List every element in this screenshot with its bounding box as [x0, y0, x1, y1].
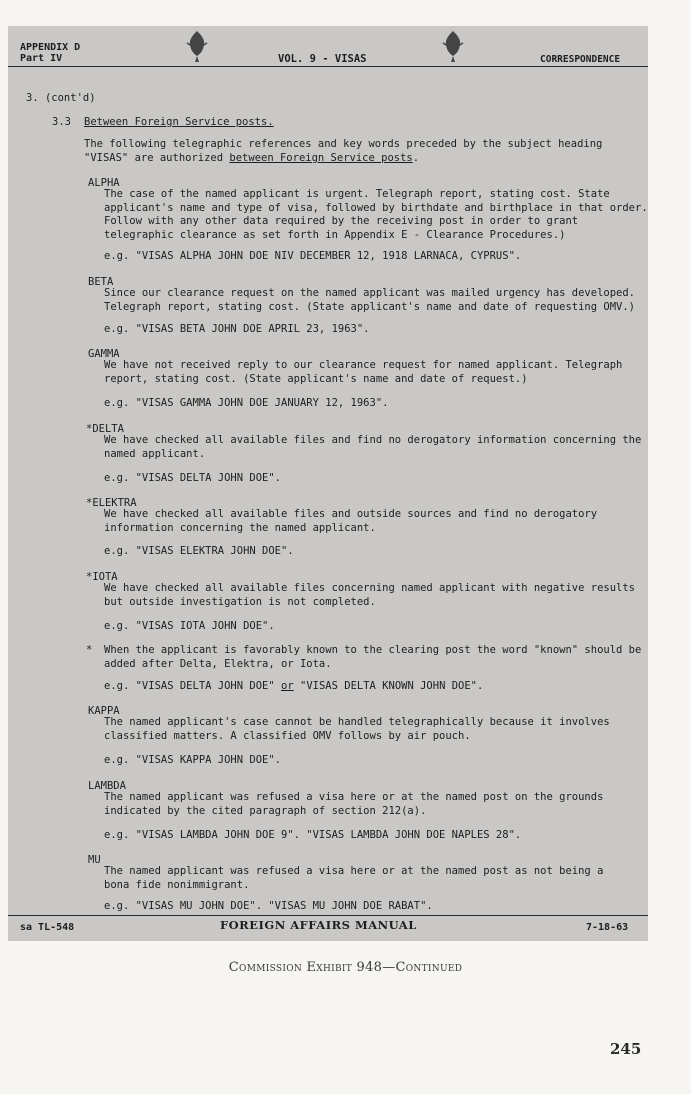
- footer-rule: [8, 915, 648, 916]
- keyword-elektra: *ELEKTRA: [86, 497, 137, 509]
- keyword-lambda: LAMBDA: [88, 780, 126, 792]
- exhibit-caption: Commission Exhibit 948—Continued: [228, 960, 463, 975]
- elektra-description: [104, 508, 644, 535]
- mu-example: e.g. "VISAS MU JOHN DOE". "VISAS MU JOHN DOE RABAT".: [104, 900, 433, 912]
- keyword-beta: BETA: [88, 276, 114, 288]
- description-line: added after Delta, Elektra, or Iota.: [104, 657, 332, 670]
- intro-text: "VISAS" are authorized: [84, 151, 230, 164]
- seal-emblem-icon: [440, 29, 466, 63]
- issue-date: 7-18-63: [586, 922, 629, 933]
- description-line: applicant's name and type of visa, followed by birthdate and birthplace in that order.: [104, 201, 648, 214]
- beta-description: [104, 287, 644, 314]
- description-line: The named applicant was refused a visa here or at the named post on the grounds: [104, 791, 604, 803]
- description-line: Since our clearance request on the named applicant was mailed urgency has developed.: [104, 287, 636, 299]
- description-line: We have checked all available files and outside sources and find no derogatory: [104, 508, 598, 520]
- description-line: indicated by the cited paragraph of section 212(a).: [104, 804, 427, 817]
- description-line: We have checked all available files concerning named applicant with negative results: [104, 582, 636, 594]
- header-rule: [8, 66, 648, 67]
- section-number: 3.3: [52, 116, 71, 128]
- elektra-example: e.g. "VISAS ELEKTRA JOHN DOE".: [104, 545, 294, 557]
- kappa-description: [104, 716, 644, 743]
- gamma-description: [104, 359, 644, 386]
- kappa-example: e.g. "VISAS KAPPA JOHN DOE".: [104, 754, 282, 766]
- keyword-mu: MU: [88, 854, 101, 866]
- intro-period: .: [412, 151, 420, 164]
- description-line: bona fide nonimmigrant.: [104, 878, 250, 891]
- description-line: Follow with any other data required by the receiving post in order to grant: [104, 215, 579, 228]
- iota-example: e.g. "VISAS IOTA JOHN DOE".: [104, 620, 275, 632]
- keyword-gamma: GAMMA: [88, 348, 120, 360]
- example-text: e.g. "VISAS DELTA JOHN DOE": [104, 680, 282, 692]
- keyword-alpha: ALPHA: [88, 177, 120, 189]
- mu-description: [104, 865, 644, 892]
- lambda-description: [104, 791, 644, 818]
- section-tag: CORRESPONDENCE: [540, 54, 621, 65]
- description-line: Telegraph report, stating cost. (State applicant's name and date of requesting OMV.): [104, 300, 636, 313]
- note-example: [104, 680, 483, 694]
- description-line: but outside investigation is not completed.: [104, 595, 376, 608]
- lambda-example: e.g. "VISAS LAMBDA JOHN DOE 9". "VISAS LAMBDA JOHN DOE NAPLES 28".: [104, 829, 522, 841]
- appendix-label: [20, 42, 80, 64]
- description-line: report, stating cost. (State applicant's name and date of request.): [104, 372, 528, 385]
- description-line: classified matters. A classified OMV follows by air pouch.: [104, 729, 471, 742]
- description-line: We have not received reply to our clearance request for named applicant. Telegraph: [104, 359, 623, 371]
- intro-line: [84, 152, 624, 166]
- description-line: The named applicant's case cannot be handled telegraphically because it involves: [104, 716, 610, 728]
- description-line: telegraphic clearance as set forth in Appendix E - Clearance Procedures.): [104, 228, 566, 241]
- continued-heading: 3. (cont'd): [26, 92, 96, 104]
- description-line: The named applicant was refused a visa here or at the named post as not being a: [104, 865, 604, 877]
- manual-page: [8, 26, 648, 941]
- description-line: We have checked all available files and find no derogatory information concerning the: [104, 434, 642, 446]
- part-line: Part IV: [20, 53, 63, 64]
- appendix-line: APPENDIX D: [20, 42, 81, 53]
- transmittal-letter: sa TL-548: [20, 922, 75, 933]
- section-title: Between Foreign Service posts.: [84, 116, 274, 128]
- description-line: named applicant.: [104, 447, 206, 460]
- iota-description: [104, 582, 644, 609]
- intro-underlined: between Foreign Service posts: [229, 151, 413, 164]
- beta-example: e.g. "VISAS BETA JOHN DOE APRIL 23, 1963".: [104, 323, 370, 335]
- keyword-iota: *IOTA: [86, 571, 118, 583]
- alpha-example: e.g. "VISAS ALPHA JOHN DOE NIV DECEMBER 12, 1918 LARNACA, CYPRUS".: [104, 250, 522, 262]
- example-or: or: [281, 680, 294, 692]
- delta-description: [104, 434, 644, 461]
- note-asterisk: *: [86, 644, 93, 656]
- keyword-delta: *DELTA: [86, 423, 124, 435]
- intro-paragraph: [84, 138, 624, 165]
- description-line: When the applicant is favorably known to the clearing post the word "known" should be: [104, 644, 642, 656]
- gamma-example: e.g. "VISAS GAMMA JOHN DOE JANUARY 12, 1963".: [104, 397, 389, 409]
- note-description: [104, 644, 644, 671]
- eagle-emblem-icon: [184, 29, 210, 63]
- keyword-kappa: KAPPA: [88, 705, 120, 717]
- description-line: The case of the named applicant is urgent. Telegraph report, stating cost. State: [104, 188, 610, 200]
- volume-title: VOL. 9 - VISAS: [278, 53, 367, 65]
- delta-example: e.g. "VISAS DELTA JOHN DOE".: [104, 472, 282, 484]
- manual-title: FOREIGN AFFAIRS MANUAL: [220, 918, 417, 932]
- example-text: "VISAS DELTA KNOWN JOHN DOE".: [293, 680, 484, 692]
- alpha-description: [104, 188, 648, 242]
- description-line: information concerning the named applicant.: [104, 521, 376, 534]
- page-number: 245: [610, 1040, 642, 1058]
- intro-line: The following telegraphic references and key words preceded by the subject heading: [84, 138, 603, 150]
